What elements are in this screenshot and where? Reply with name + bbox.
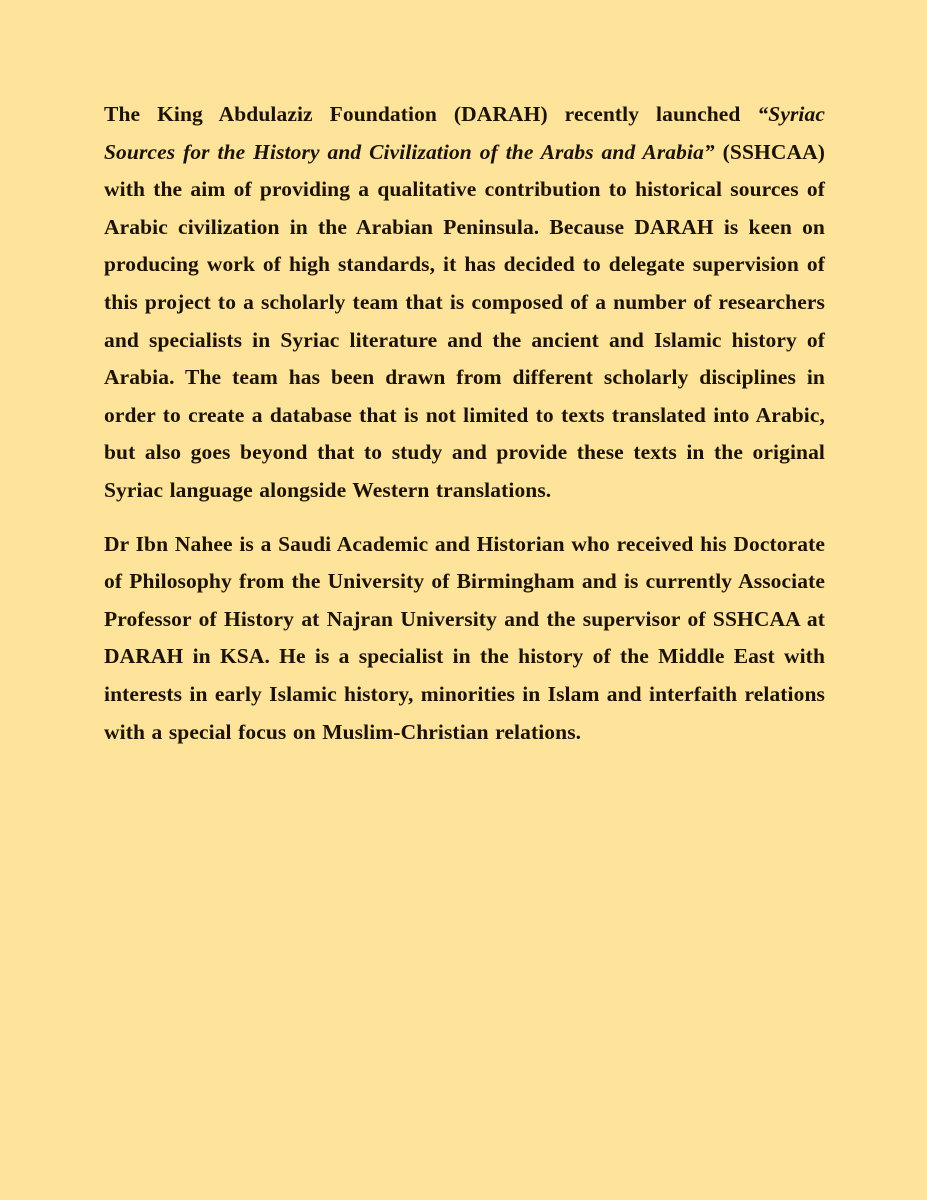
intro-text-after-title: (SSHCAA) with the aim of providing a qualitative contribution to historical sources of Arabic civilization in the Arabian Peninsula. Because DARAH is keen on producing work of high standards, it has decided to delegate supervision of this project to a scholarly team that is composed of a number of researchers and specialists in Syriac literature and the ancient and Islamic history of Arabia. The team has been drawn from different scholarly disciplines in order to create a database that is not limited to texts translated into Arabic, but also goes beyond that to study and provide these texts in the original Syriac language alongside Western translations.	[104, 139, 826, 502]
intro-text-before-title: The King Abdulaziz Foundation (DARAH) recently launched	[104, 102, 758, 126]
bio-paragraph	[104, 526, 825, 752]
page-content	[104, 96, 825, 751]
intro-paragraph	[104, 96, 825, 510]
bio-text: Dr Ibn Nahee is a Saudi Academic and Historian who received his Doctorate of Philosophy from the University of Birmingham and is currently Associate Professor of History at Najran University and the supervisor of SSHCAA at DARAH in KSA. He is a specialist in the history of the Middle East with interests in early Islamic history, minorities in Islam and interfaith relations with a special focus on Muslim-Christian relations.	[104, 531, 825, 744]
project-title-quoted: “Syriac Sources for the History and Civilization of the Arabs and Arabia”	[104, 102, 825, 164]
